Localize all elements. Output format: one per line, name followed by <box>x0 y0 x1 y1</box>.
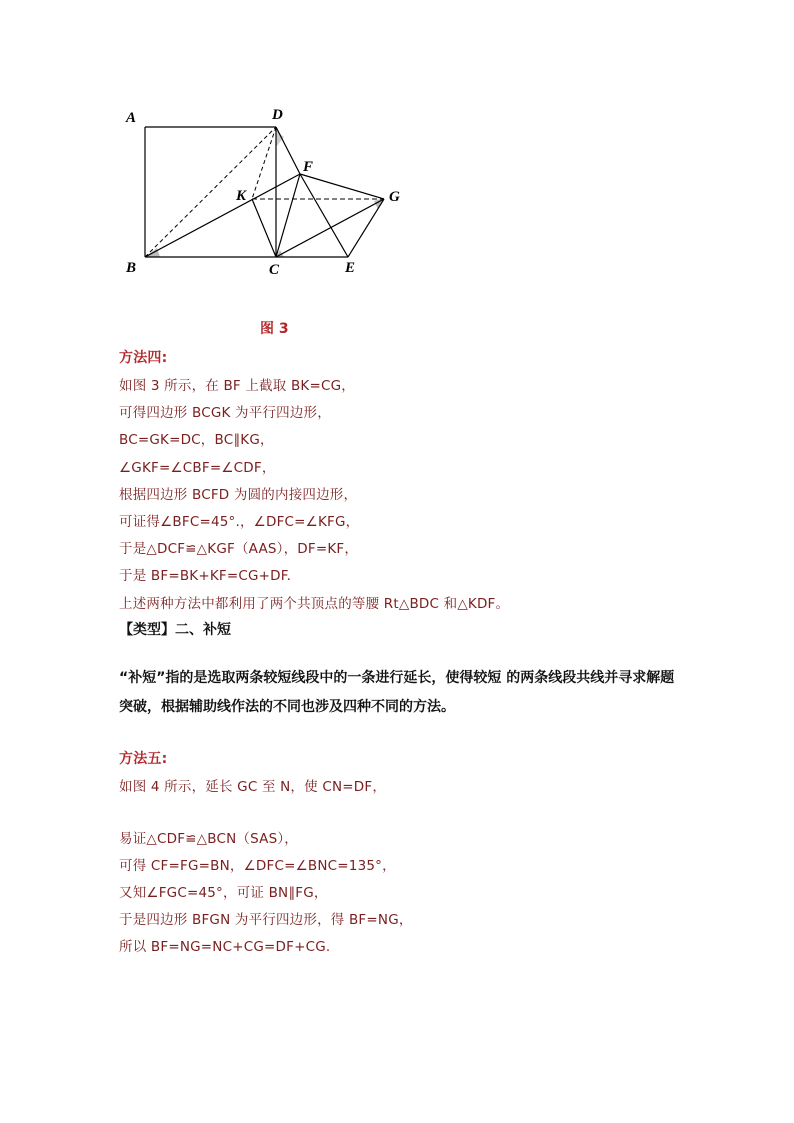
segment-bd-dashed <box>145 127 276 257</box>
method5-heading: 方法五: <box>119 751 168 767</box>
label-a: A <box>126 110 137 126</box>
segment-kc <box>252 199 276 257</box>
geometry-figure <box>110 95 420 290</box>
type-heading: 【类型】二、补短 <box>119 622 231 638</box>
method4-line: 于是 BF=BK+KF=CG+DF. <box>119 568 292 584</box>
method4-line: 可得四边形 BCGK 为平行四边形， <box>119 405 331 421</box>
method5-line: 如图 4 所示，延长 GC 至 N，使 CN=DF， <box>119 779 387 795</box>
method5-line: 又知∠FGC=45°，可证 BN∥FG， <box>119 885 328 901</box>
method4-line: 可证得∠BFC=45°.，∠DFC=∠KFG， <box>119 514 360 530</box>
description-line: 突破，根据辅助线作法的不同也涉及四种不同的方法。 <box>119 699 455 715</box>
method5-line: 可得 CF=FG=BN，∠DFC=∠BNC=135°， <box>119 858 396 874</box>
label-f: F <box>303 159 314 175</box>
segment-bf <box>145 174 300 257</box>
method4-line: 于是△DCF≌△KGF（AAS），DF=KF， <box>119 541 359 557</box>
method5-line: 所以 BF=NG=NC+CG=DF+CG. <box>119 939 331 955</box>
method5-line: 易证△CDF≌△BCN（SAS）， <box>119 831 298 847</box>
label-d: D <box>272 107 283 123</box>
angle-mark-d <box>276 128 284 147</box>
method4-line: BC=GK=DC，BC∥KG， <box>119 432 274 448</box>
segment-cg <box>276 199 384 257</box>
method4-line: 根据四边形 BCFD 为圆的内接四边形， <box>119 487 358 503</box>
method5-line: 于是四边形 BFGN 为平行四边形，得 BF=NG， <box>119 912 413 928</box>
segment-fc <box>276 174 300 257</box>
method4-heading: 方法四: <box>119 350 168 366</box>
segment-ge <box>348 199 384 257</box>
method4-summary: 上述两种方法中都利用了两个共顶点的等腰 Rt△BDC 和△KDF。 <box>119 596 510 612</box>
segment-df <box>276 127 300 174</box>
method4-line: ∠GKF=∠CBF=∠CDF， <box>119 460 276 476</box>
method4-line: 如图 3 所示，在 BF 上截取 BK=CG， <box>119 378 355 394</box>
label-e: E <box>345 260 356 276</box>
label-g: G <box>389 189 400 205</box>
figure-caption: 图 3 <box>260 321 289 337</box>
label-k: K <box>236 188 247 204</box>
label-b: B <box>126 260 137 276</box>
description-line: “补短”指的是选取两条较短线段中的一条进行延长，使得较短 的两条线段共线并寻求解题 <box>119 670 675 686</box>
label-c: C <box>269 262 280 278</box>
figure-svg <box>110 95 420 290</box>
